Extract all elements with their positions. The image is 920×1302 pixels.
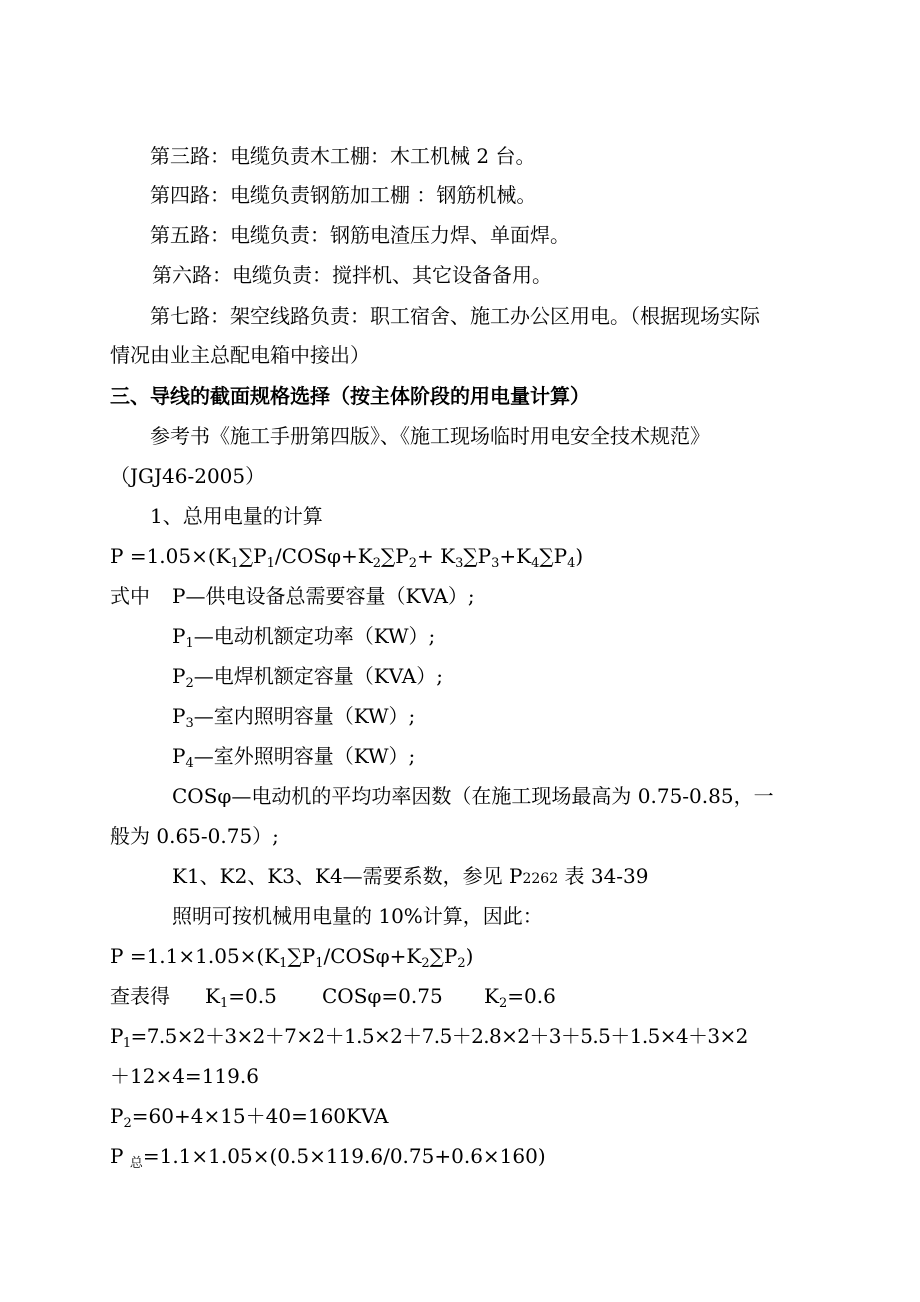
definition-lead: 式中	[110, 584, 150, 608]
lookup-k2: $K_2=0.6$	[484, 984, 556, 1011]
lookup-k1: $K_1=0.5$	[205, 984, 277, 1011]
lookup-lead: 查表得	[110, 984, 170, 1008]
subheading-total-power: 1、总用电量的计算	[150, 504, 323, 528]
formula-total-power: $P =1.05\times(K_1\sum P_1/COS\varphi+K_2\sum P_2+ K_3\sum P_3+K_4\sum P_4)$	[110, 544, 584, 571]
route-5: 第五路：电缆负责：钢筋电渣压力焊、单面焊。	[150, 223, 570, 247]
p2-calculation: $P_2=60+4\times 15+40=160KVA$	[110, 1104, 389, 1131]
definition-p3: $P_3—$室内照明容量（KW）;	[172, 704, 416, 731]
definition-p: P—供电设备总需要容量（KVA）;	[172, 584, 475, 608]
definition-cos-line-1: COSφ—电动机的平均功率因数（在施工现场最高为 0.75-0.85，一	[172, 784, 774, 808]
lighting-note: 照明可按机械用电量的 10%计算，因此：	[172, 904, 543, 928]
definition-k-coefficients: K1、K2、K3、K4—需要系数，参见 P2262 表 34-39	[172, 864, 649, 888]
p1-calculation-line-1: $P_1=7.5\times 2+3\times 2+7\times 2+1.5\times 2+7.5+2.8\times 2+3+5.5+1.5\times 4+3\times 2$	[110, 1024, 748, 1051]
p1-calculation-line-2: ＋12×4=119.6	[110, 1064, 259, 1088]
definition-cos-line-2: 般为 0.65-0.75）;	[110, 824, 279, 848]
definition-p2: $P_2—$电焊机额定容量（KVA）;	[172, 664, 443, 691]
route-7-continued: 情况由业主总配电箱中接出）	[110, 343, 370, 367]
section-heading: 三、导线的截面规格选择（按主体阶段的用电量计算）	[110, 384, 590, 408]
route-6: 第六路：电缆负责：搅拌机、其它设备备用。	[152, 263, 552, 287]
definition-p4: $P_4—$室外照明容量（KW）;	[172, 744, 416, 771]
route-3: 第三路：电缆负责木工棚：木工机械 2 台。	[150, 144, 536, 168]
lookup-cos: COSφ=0.75	[322, 984, 443, 1008]
route-7: 第七路：架空线路负责：职工宿舍、施工办公区用电。（根据现场实际	[150, 304, 760, 328]
formula-with-lighting: $P =1.1\times 1.05\times(K_1\sum P_1/COS\varphi+K_2\sum P_2)$	[110, 944, 474, 971]
total-power-calculation: P $_总$=1.1×1.05×(0.5×119.6/0.75+0.6×160)	[110, 1144, 546, 1171]
reference-line-1: 参考书《施工手册第四版》、《施工现场临时用电安全技术规范》	[150, 424, 710, 448]
definition-p1: $P_1—$电动机额定功率（KW）;	[172, 624, 436, 651]
reference-line-2: （JGJ46-2005）	[110, 464, 266, 488]
route-4: 第四路：电缆负责钢筋加工棚 ：钢筋机械。	[150, 183, 537, 207]
